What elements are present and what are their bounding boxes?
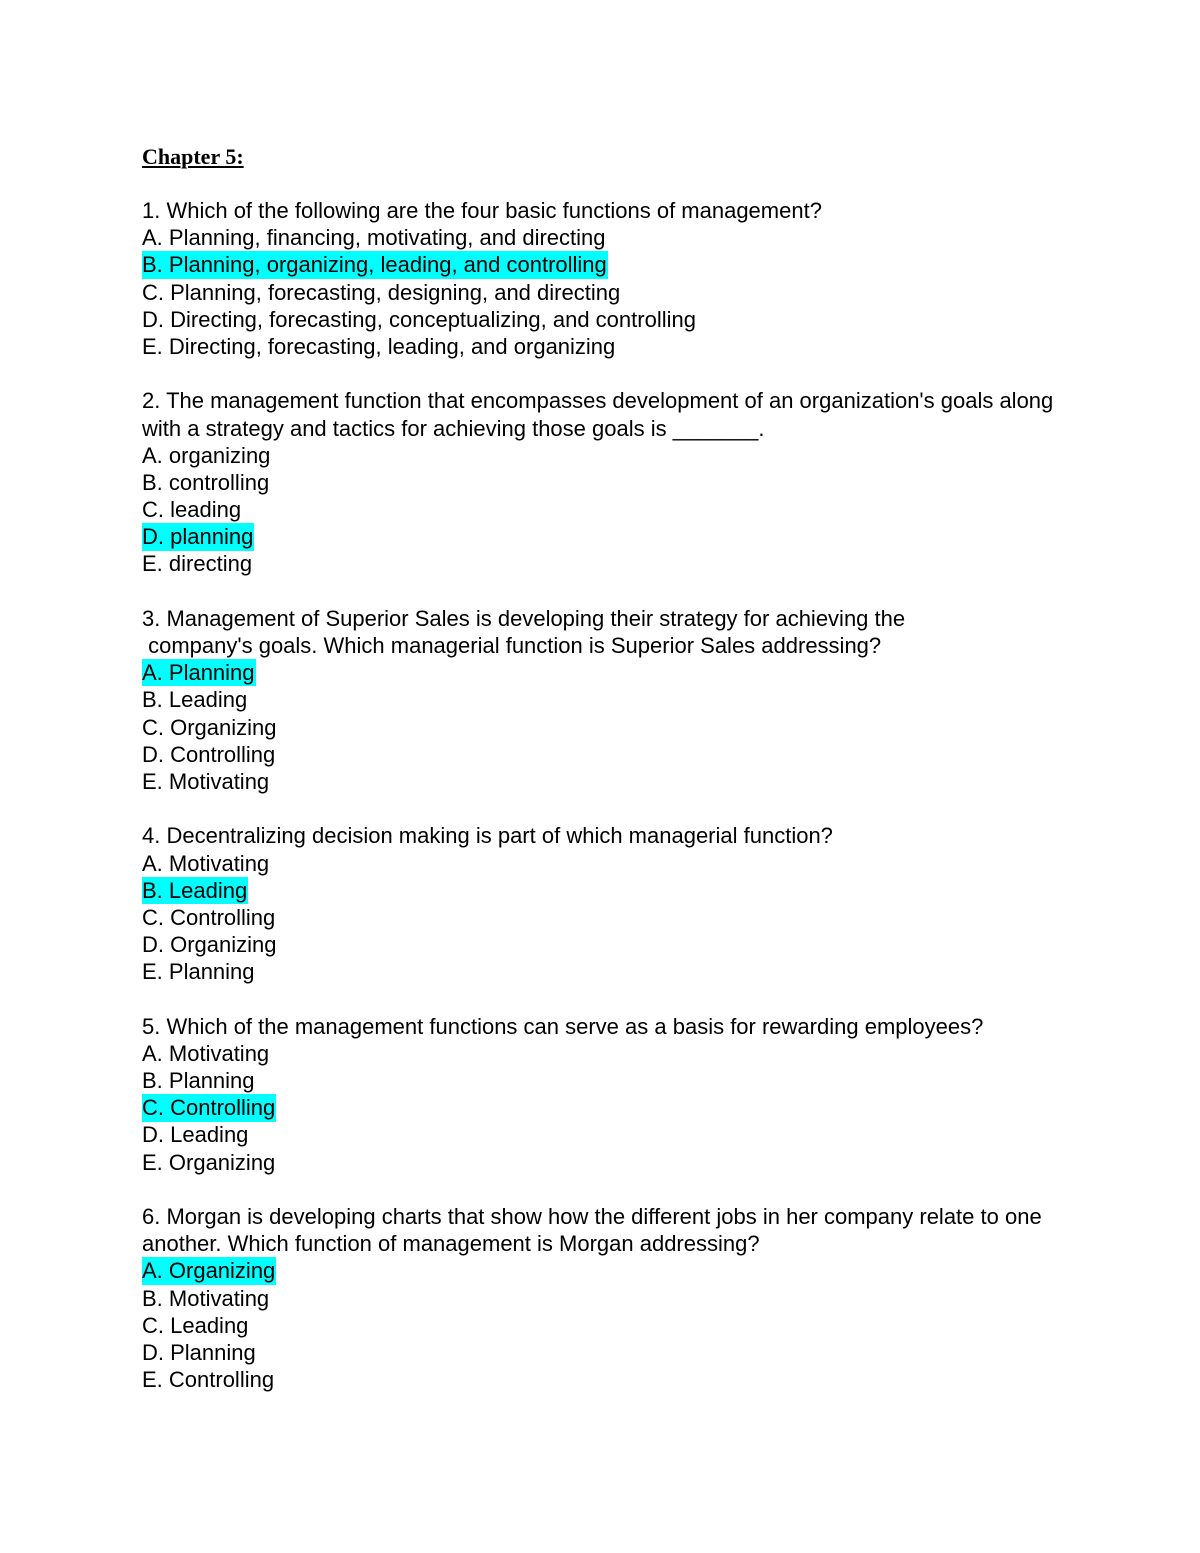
answer-option — [142, 1312, 1072, 1339]
question-6 — [142, 1203, 1072, 1393]
option-text: D. Controlling — [142, 741, 276, 767]
answer-option — [142, 1339, 1072, 1366]
answer-option — [142, 877, 1072, 904]
question-2 — [142, 387, 1072, 605]
answer-option — [142, 1121, 1072, 1148]
question-stem: 1. Which of the following are the four basic functions of management? — [142, 198, 822, 223]
question-5 — [142, 1013, 1072, 1203]
question-list — [142, 197, 1072, 1393]
answer-option — [142, 1149, 1072, 1176]
question-4 — [142, 822, 1072, 1012]
answer-option — [142, 850, 1072, 877]
option-text: C. Organizing — [142, 714, 277, 740]
option-text: E. Controlling — [142, 1367, 275, 1393]
answer-option — [142, 1067, 1072, 1094]
question-3 — [142, 605, 1072, 823]
answer-options — [142, 224, 1072, 360]
answer-option — [142, 1366, 1072, 1393]
answer-option — [142, 904, 1072, 931]
spacer — [142, 1176, 1072, 1203]
answer-option — [142, 768, 1072, 795]
answer-option — [142, 1285, 1072, 1312]
answer-option — [142, 1040, 1072, 1067]
option-text: B. Leading — [142, 687, 248, 713]
answer-option — [142, 958, 1072, 985]
option-text: E. directing — [142, 551, 253, 577]
option-text: E. Directing, forecasting, leading, and organizing — [142, 333, 616, 359]
spacer — [142, 986, 1072, 1013]
answer-option — [142, 550, 1072, 577]
option-text: E. Planning — [142, 959, 255, 985]
option-text: A. organizing — [142, 442, 271, 468]
question-stem: 3. Management of Superior Sales is developing their strategy for achieving the company's goals. Which managerial function is Superior Sales addressing? — [142, 605, 906, 659]
answer-option — [142, 523, 1072, 550]
correct-answer-highlight: D. planning — [142, 524, 254, 550]
option-text: A. Planning, financing, motivating, and directing — [142, 225, 606, 251]
answer-option — [142, 333, 1072, 360]
answer-option — [142, 251, 1072, 278]
correct-answer-highlight: B. Leading — [142, 877, 248, 903]
answer-option — [142, 306, 1072, 333]
document-page — [142, 143, 1072, 1393]
question-stem: 5. Which of the management functions can serve as a basis for rewarding employees? — [142, 1013, 984, 1039]
option-text: C. Leading — [142, 1312, 249, 1338]
option-text: D. Organizing — [142, 932, 277, 958]
answer-option — [142, 1094, 1072, 1121]
correct-answer-highlight: A. Organizing — [142, 1258, 276, 1284]
option-text: E. Motivating — [142, 769, 270, 795]
answer-options — [142, 1257, 1072, 1393]
spacer — [142, 578, 1072, 605]
answer-option — [142, 741, 1072, 768]
correct-answer-highlight: A. Planning — [142, 660, 255, 686]
answer-option — [142, 279, 1072, 306]
option-text: B. Motivating — [142, 1285, 270, 1311]
spacer — [142, 795, 1072, 822]
answer-option — [142, 469, 1072, 496]
option-text: B. Planning — [142, 1068, 255, 1094]
correct-answer-highlight: C. Controlling — [142, 1095, 276, 1121]
option-text: A. Motivating — [142, 1040, 270, 1066]
answer-options — [142, 850, 1072, 986]
question-stem: 6. Morgan is developing charts that show how the different jobs in her company relate to one another. Which function of management is Morgan addressing? — [142, 1204, 1048, 1257]
option-text: A. Motivating — [142, 850, 270, 876]
option-text: D. Leading — [142, 1122, 249, 1148]
answer-option — [142, 931, 1072, 958]
option-text: B. controlling — [142, 469, 270, 495]
answer-option — [142, 224, 1072, 251]
option-text: D. Planning — [142, 1340, 256, 1366]
answer-option — [142, 496, 1072, 523]
answer-option — [142, 714, 1072, 741]
answer-options — [142, 659, 1072, 795]
answer-option — [142, 442, 1072, 469]
answer-option — [142, 659, 1072, 686]
option-text: C. leading — [142, 497, 242, 523]
question-1 — [142, 197, 1072, 387]
correct-answer-highlight: B. Planning, organizing, leading, and controlling — [142, 252, 607, 278]
chapter-title: Chapter 5: — [142, 144, 244, 169]
question-stem: 2. The management function that encompasses development of an organization's goals along with a strategy and tactics for achieving those goals is _______. — [142, 388, 1060, 441]
option-text: D. Directing, forecasting, conceptualizing, and controlling — [142, 306, 696, 332]
answer-option — [142, 1257, 1072, 1284]
answer-option — [142, 686, 1072, 713]
answer-options — [142, 442, 1072, 578]
question-stem: 4. Decentralizing decision making is part of which managerial function? — [142, 823, 833, 849]
option-text: C. Planning, forecasting, designing, and directing — [142, 279, 621, 305]
option-text: C. Controlling — [142, 904, 276, 930]
answer-options — [142, 1040, 1072, 1176]
option-text: E. Organizing — [142, 1149, 276, 1175]
spacer — [142, 170, 1072, 197]
spacer — [142, 360, 1072, 387]
